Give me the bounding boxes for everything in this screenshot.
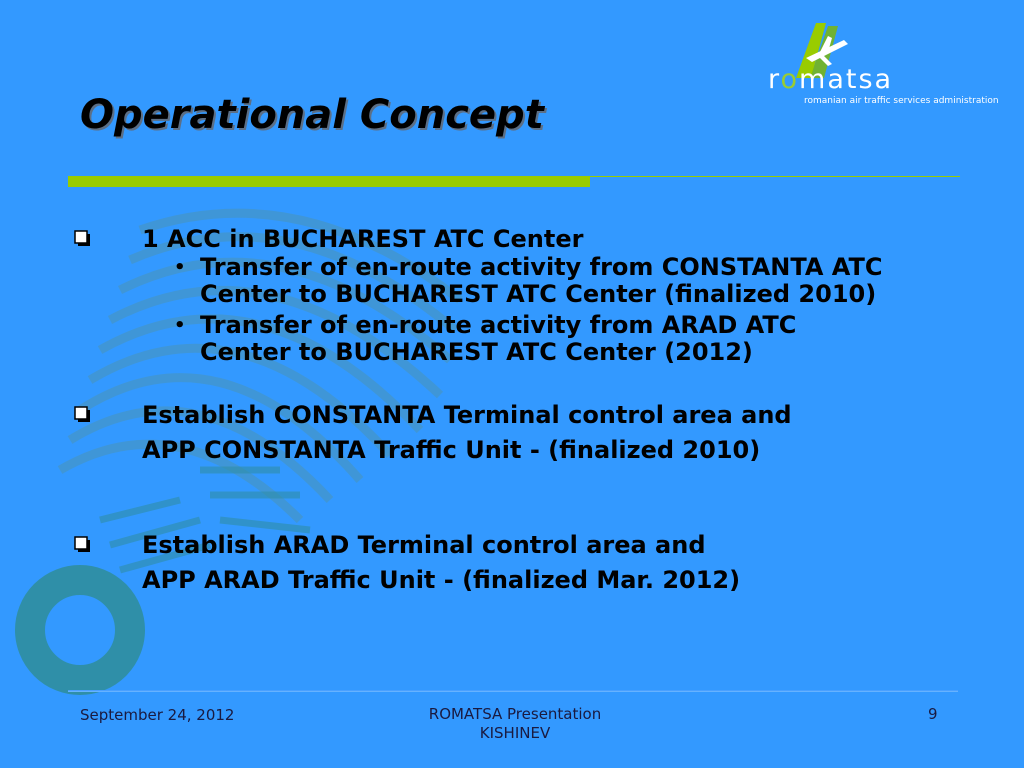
title-underline-bar: [68, 176, 590, 187]
checkbox-bullet-icon: [74, 406, 91, 423]
logo-tagline: romanian air traffic services administration: [804, 96, 999, 106]
bullet-text: [142, 398, 792, 468]
title-underline-line: [590, 176, 960, 177]
sub-bullet-line: Transfer of en-route activity from ARAD ATC: [200, 311, 797, 339]
bullet-line: Establish ARAD Terminal control area and: [142, 531, 706, 559]
checkbox-bullet-icon: [74, 230, 91, 247]
footer-divider: [68, 690, 958, 692]
sub-bullet-line: Center to BUCHAREST ATC Center (finalized 2010): [200, 280, 877, 308]
bullet-line: APP CONSTANTA Traffic Unit - (finalized 2010): [142, 436, 761, 464]
sub-bullet-item: [174, 254, 882, 308]
bullet-line: APP ARAD Traffic Unit - (finalized Mar. 2012): [142, 566, 741, 594]
sub-bullet-line: Transfer of en-route activity from CONSTANTA ATC: [200, 253, 883, 281]
bullet-item: [74, 398, 954, 468]
footer-title-line: ROMATSA Presentation: [428, 705, 602, 723]
bullet-item: [74, 222, 954, 257]
sub-bullet-line: Center to BUCHAREST ATC Center (2012): [200, 338, 753, 366]
romatsa-logo: [768, 18, 1008, 110]
bullet-dot-icon: •: [174, 257, 186, 278]
page-number: 9: [928, 705, 938, 723]
footer-title: [390, 705, 640, 743]
sub-bullet-item: [174, 312, 796, 366]
bullet-text: [142, 528, 740, 598]
footer-date: September 24, 2012: [80, 706, 235, 724]
bullet-dot-icon: •: [174, 315, 186, 336]
bullet-item: [74, 528, 954, 598]
checkbox-bullet-icon: [74, 536, 91, 553]
logo-wordmark: romatsa: [768, 64, 894, 95]
bullet-line: Establish CONSTANTA Terminal control area and: [142, 401, 792, 429]
slide-title: Operational Concept: [80, 92, 544, 138]
footer-title-line: KISHINEV: [479, 724, 551, 742]
bullet-text: 1 ACC in BUCHAREST ATC Center: [142, 225, 584, 253]
